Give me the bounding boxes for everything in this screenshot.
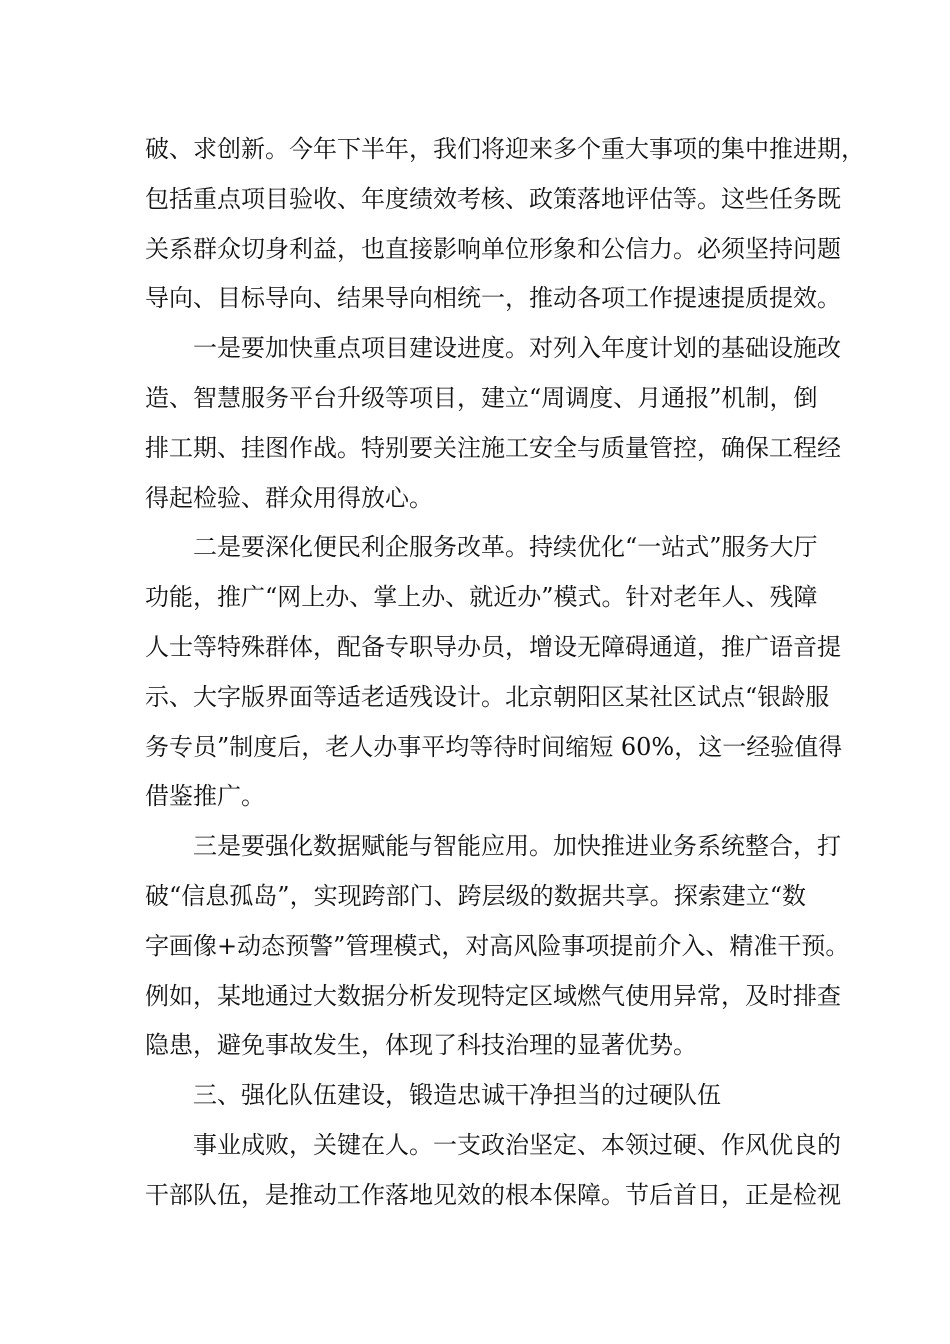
text-line: 借鉴推广。 bbox=[145, 782, 265, 811]
text-line: 例如，某地通过大数据分析发现特定区域燃气使用异常，及时排查 bbox=[145, 981, 841, 1010]
text-line: 隐患，避免事故发生，体现了科技治理的显著优势。 bbox=[145, 1031, 697, 1060]
text-line: 功能，推广“网上办、掌上办、就近办”模式。针对老年人、残障 bbox=[145, 583, 818, 612]
text-line: 人士等特殊群体，配备专职导办员，增设无障碍通道，推广语音提 bbox=[145, 632, 841, 661]
text-line: 字画像+动态预警”管理模式，对高风险事项提前介入、精准干预。 bbox=[145, 931, 850, 960]
text-line: 事业成败，关键在人。一支政治坚定、本领过硬、作风优良的 bbox=[193, 1130, 841, 1159]
text-line: 三是要强化数据赋能与智能应用。加快推进业务系统整合，打 bbox=[193, 832, 841, 861]
text-line: 造、智慧服务平台升级等项目，建立“周调度、月通报”机制，倒 bbox=[145, 383, 818, 412]
section-heading: 三、强化队伍建设，锻造忠诚干净担当的过硬队伍 bbox=[193, 1081, 721, 1110]
text-line: 破“信息孤岛”，实现跨部门、跨层级的数据共享。探索建立“数 bbox=[145, 881, 806, 910]
document-page bbox=[145, 125, 865, 1221]
text-line: 导向、目标导向、结果导向相统一，推动各项工作提速提质提效。 bbox=[145, 284, 841, 313]
text-line: 得起检验、群众用得放心。 bbox=[145, 483, 433, 512]
text-line: 破、求创新。今年下半年，我们将迎来多个重大事项的集中推进期， bbox=[145, 135, 865, 163]
text-line: 排工期、挂图作战。特别要关注施工安全与质量管控，确保工程经 bbox=[145, 433, 841, 462]
text-line: 包括重点项目验收、年度绩效考核、政策落地评估等。这些任务既 bbox=[145, 184, 841, 213]
text-line: 关系群众切身利益，也直接影响单位形象和公信力。必须坚持问题 bbox=[145, 234, 841, 263]
text-line: 示、大字版界面等适老适残设计。北京朝阳区某社区试点“银龄服 bbox=[145, 682, 830, 711]
text-line: 干部队伍，是推动工作落地见效的根本保障。节后首日，正是检视 bbox=[145, 1180, 841, 1209]
text-line: 务专员”制度后，老人办事平均等待时间缩短 60%，这一经验值得 bbox=[145, 732, 843, 761]
text-line: 二是要深化便民利企服务改革。持续优化“一站式”服务大厅 bbox=[193, 533, 818, 562]
text-line: 一是要加快重点项目建设进度。对列入年度计划的基础设施改 bbox=[193, 334, 841, 363]
